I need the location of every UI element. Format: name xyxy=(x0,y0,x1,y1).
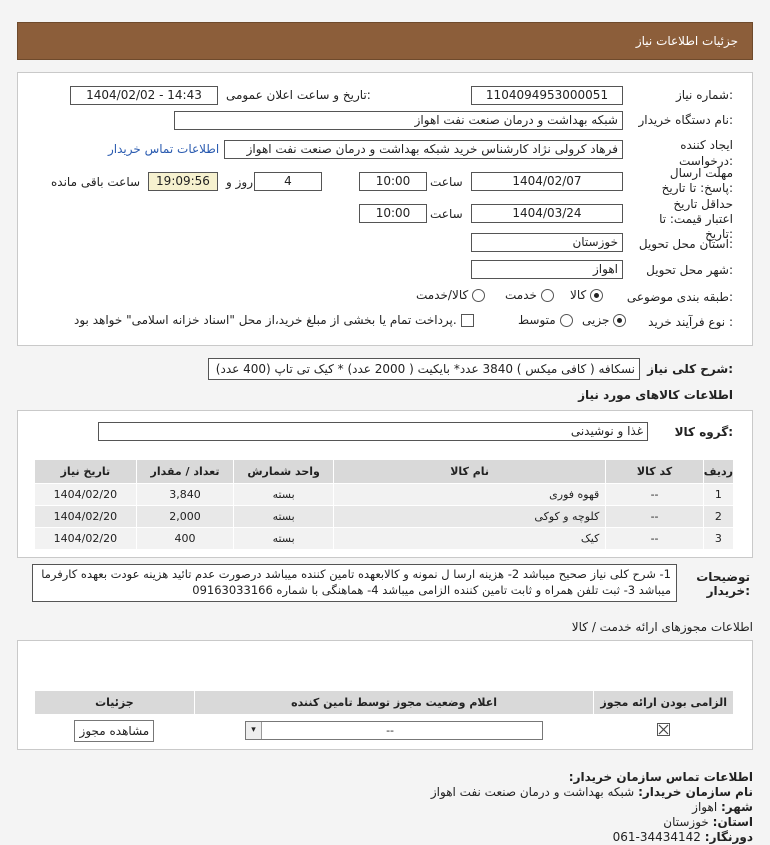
province-label: استان محل تحویل: xyxy=(638,237,733,251)
row-qty: 400 xyxy=(136,528,234,550)
days-field: 4 xyxy=(254,172,322,191)
contact-org-line xyxy=(353,785,753,800)
table-row xyxy=(35,715,734,747)
need-number-label: شماره نیاز: xyxy=(675,88,733,102)
permits-section-title: اطلاعات مجوزهای ارائه خدمت / کالا xyxy=(571,620,753,634)
permit-status-select[interactable] xyxy=(245,721,543,740)
table-row xyxy=(35,528,734,550)
buyer-contact-section xyxy=(353,770,753,845)
treasury-checkbox[interactable] xyxy=(461,314,474,327)
permits-col-status: اعلام وضعیت مجوز توسط تامین کننده xyxy=(194,691,594,715)
contact-org-value: شبکه بهداشت و درمان صنعت نفت اهواز xyxy=(430,785,635,799)
process-medium-option[interactable] xyxy=(518,313,573,327)
category-both-radio[interactable] xyxy=(472,289,485,302)
category-service-label: خدمت xyxy=(505,288,537,302)
buyer-field: شبکه بهداشت و درمان صنعت نفت اهواز xyxy=(174,111,623,130)
page-header xyxy=(17,22,753,60)
reply-time-label: ساعت xyxy=(430,175,463,189)
announce-label: تاریخ و ساعت اعلان عمومی: xyxy=(226,88,371,102)
goods-section-title: اطلاعات کالاهای مورد نیاز xyxy=(578,388,733,402)
view-permit-button[interactable]: مشاهده مجوز xyxy=(74,720,154,742)
permits-table-header xyxy=(35,691,734,715)
row-unit: بسته xyxy=(234,506,334,528)
reply-deadline-label: مهلت ارسال پاسخ: تا تاریخ: xyxy=(661,166,733,195)
days-label: روز و xyxy=(226,175,253,189)
category-service-option[interactable] xyxy=(505,288,554,302)
row-date: 1404/02/20 xyxy=(35,528,137,550)
process-medium-radio[interactable] xyxy=(560,314,573,327)
category-service-radio[interactable] xyxy=(541,289,554,302)
announce-field: 1404/02/02 - 14:43 xyxy=(70,86,218,105)
validity-label: حداقل تاریخ اعتبار قیمت: تا تاریخ: xyxy=(659,197,733,241)
category-label: طبقه بندی موضوعی: xyxy=(626,290,733,304)
contact-city-label: شهر: xyxy=(721,800,753,814)
col-code: کد کالا xyxy=(606,460,703,484)
province-field: خوزستان xyxy=(471,233,623,252)
col-date: تاریخ نیاز xyxy=(35,460,137,484)
permit-status-value: -- xyxy=(386,724,395,737)
creator-label: ایجاد کننده درخواست: xyxy=(679,138,733,168)
permit-details-cell xyxy=(35,715,195,747)
treasury-note: پرداخت تمام یا بخشی از مبلغ خرید،از محل "اسناد خزانه اسلامی" خواهد بود. xyxy=(74,313,457,327)
contact-fax-line xyxy=(353,830,753,845)
permit-required-cell xyxy=(594,715,734,747)
row-index: 1 xyxy=(703,484,733,506)
row-name: کلوچه و کوکی xyxy=(333,506,605,528)
contact-fax-label: دورنگار: xyxy=(704,830,753,844)
validity-time-label: ساعت xyxy=(430,207,463,221)
checkbox-x-icon xyxy=(657,723,670,736)
row-code: -- xyxy=(606,506,703,528)
row-unit: بسته xyxy=(234,528,334,550)
col-qty: تعداد / مقدار xyxy=(136,460,234,484)
process-label: نوع فرآیند خرید : xyxy=(648,315,733,329)
row-date: 1404/02/20 xyxy=(35,506,137,528)
reply-date-field: 1404/02/07 xyxy=(471,172,623,191)
category-goods-label: کالا xyxy=(570,288,587,302)
goods-group-field: غذا و نوشیدنی xyxy=(98,422,648,441)
notes-label: توضیحات خریدار: xyxy=(696,570,750,598)
contact-title: اطلاعات تماس سازمان خریدار: xyxy=(568,770,753,784)
process-medium-label: متوسط xyxy=(518,313,556,327)
contact-fax-value: 061-34434142 xyxy=(612,830,701,844)
col-unit: واحد شمارش xyxy=(234,460,334,484)
permit-status-cell xyxy=(194,715,594,747)
page-title: جزئیات اطلاعات نیاز xyxy=(635,34,738,48)
row-code: -- xyxy=(606,484,703,506)
row-unit: بسته xyxy=(234,484,334,506)
validity-time-field: 10:00 xyxy=(359,204,427,223)
table-row xyxy=(35,484,734,506)
contact-org-label: نام سازمان خریدار: xyxy=(638,785,753,799)
summary-field: نسکافه ( کافی میکس ) 3840 عدد* بایکیت ( 2000 عدد) * کیک تی تاپ (400 عدد) xyxy=(208,358,640,380)
category-goods-option[interactable] xyxy=(570,288,603,302)
row-index: 3 xyxy=(703,528,733,550)
col-index: ردیف xyxy=(703,460,733,484)
category-both-option[interactable] xyxy=(416,288,485,302)
remaining-time-field: 19:09:56 xyxy=(148,172,218,191)
summary-label: شرح کلی نیاز: xyxy=(647,362,733,376)
contact-province-label: استان: xyxy=(712,815,753,829)
contact-city-line xyxy=(353,800,753,815)
process-minor-option[interactable] xyxy=(582,313,626,327)
process-minor-radio[interactable] xyxy=(613,314,626,327)
row-name: کیک xyxy=(333,528,605,550)
contact-province-value: خوزستان xyxy=(663,815,709,829)
treasury-option[interactable] xyxy=(74,313,474,327)
goods-table-header xyxy=(35,460,734,484)
permits-col-details: جزئیات xyxy=(35,691,195,715)
validity-date-field: 1404/03/24 xyxy=(471,204,623,223)
col-name: نام کالا xyxy=(333,460,605,484)
process-minor-label: جزیی xyxy=(582,313,610,327)
goods-table xyxy=(34,459,734,550)
contact-province-line xyxy=(353,815,753,830)
notes-field: 1- شرح کلی نیاز صحیح میباشد 2- هزینه ارسا ل نمونه و کالابعهده تامین کننده میباشد درصورت عدم تائید هزینه عودت بعهده کارفرما میباشد 3- ثبت تلفن همراه و ثابت تامین کننده الزامی میباشد 4- هماهنگی با شماره 09163033166 xyxy=(32,564,677,602)
city-label: شهر محل تحویل: xyxy=(646,263,733,277)
row-date: 1404/02/20 xyxy=(35,484,137,506)
row-code: -- xyxy=(606,528,703,550)
permits-col-required: الزامی بودن ارائه مجوز xyxy=(594,691,734,715)
creator-field: فرهاد کرولی نژاد کارشناس خرید شبکه بهداشت و درمان صنعت نفت اهواز xyxy=(224,140,623,159)
row-name: قهوه فوری xyxy=(333,484,605,506)
contact-city-value: اهواز xyxy=(692,800,718,814)
category-goods-radio[interactable] xyxy=(590,289,603,302)
permits-table xyxy=(34,690,734,747)
row-qty: 2,000 xyxy=(136,506,234,528)
row-index: 2 xyxy=(703,506,733,528)
buyer-contact-link[interactable]: اطلاعات تماس خریدار xyxy=(108,142,220,156)
goods-group-label: گروه کالا: xyxy=(674,425,733,439)
chevron-down-icon[interactable]: ▾ xyxy=(246,722,262,739)
buyer-label: نام دستگاه خریدار: xyxy=(638,113,733,127)
need-number-field: 1104094953000051 xyxy=(471,86,623,105)
city-field: اهواز xyxy=(471,260,623,279)
table-row xyxy=(35,506,734,528)
category-both-label: کالا/خدمت xyxy=(416,288,469,302)
reply-time-field: 10:00 xyxy=(359,172,427,191)
remaining-label: ساعت باقی مانده xyxy=(51,175,141,189)
row-qty: 3,840 xyxy=(136,484,234,506)
